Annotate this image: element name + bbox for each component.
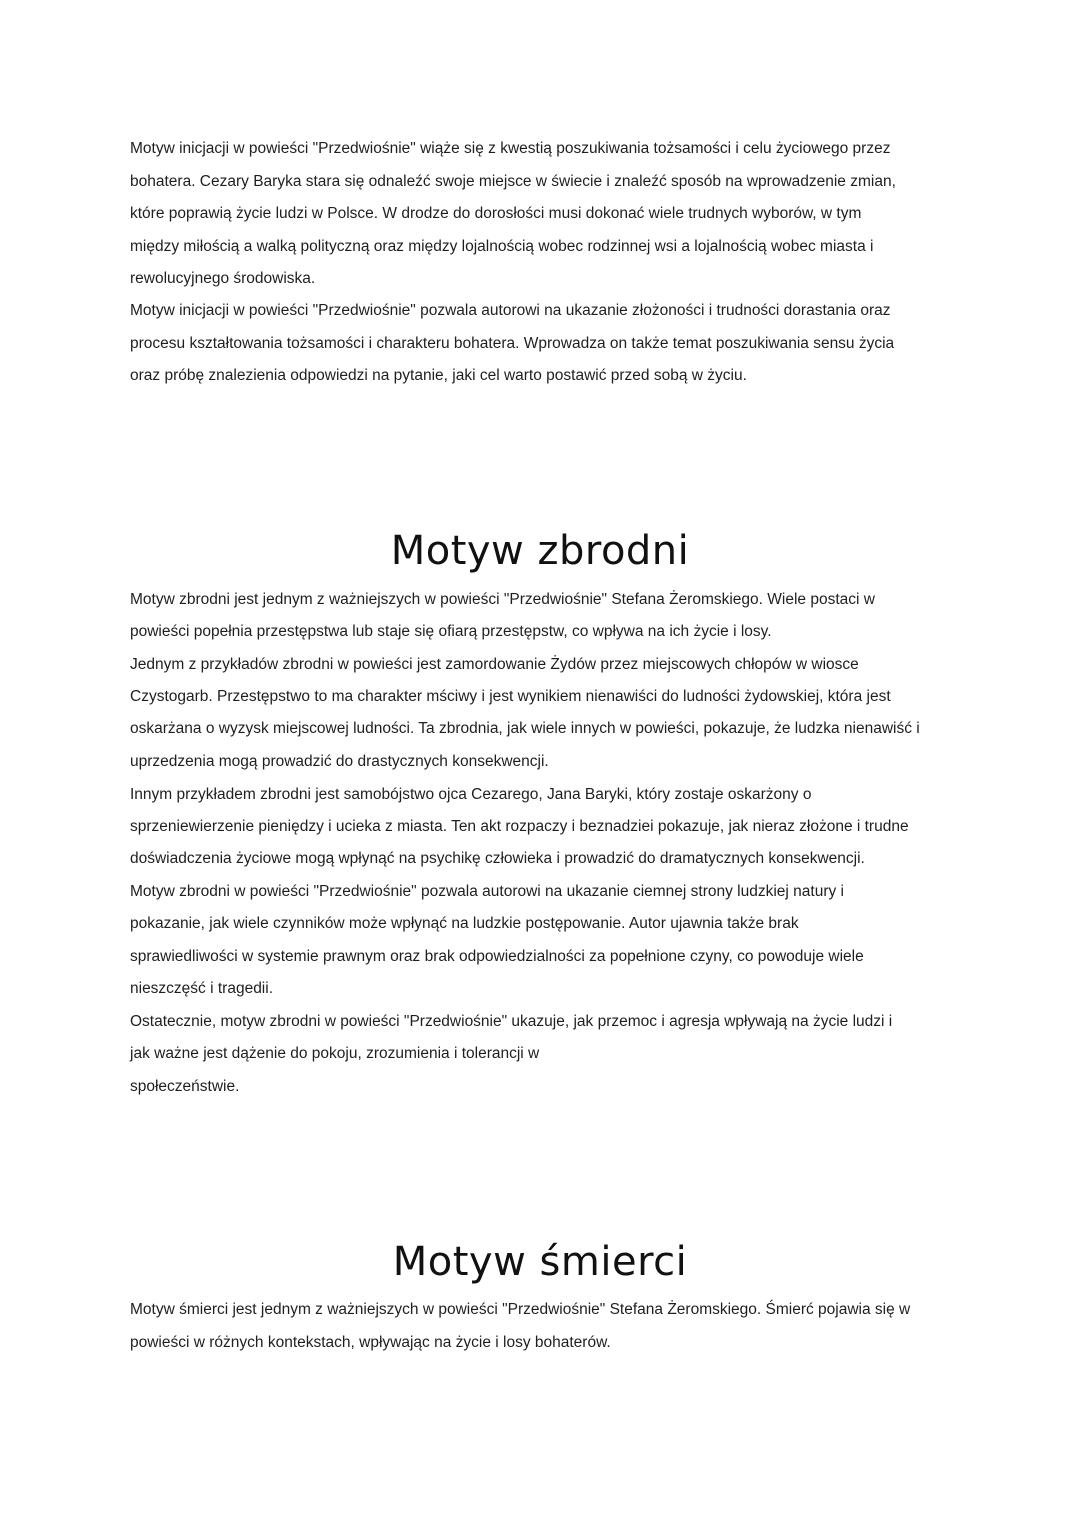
paragraph-line: Motyw zbrodni jest jednym z ważniejszych w powieści "Przedwiośnie" Stefana Żeromskiego. Wiele postaci w [130, 591, 875, 608]
paragraph-line: Motyw śmierci jest jednym z ważniejszych w powieści "Przedwiośnie" Stefana Żeromskiego. Śmierć pojawia się w [130, 1301, 911, 1318]
paragraph-line: sprawiedliwości w systemie prawnym oraz brak odpowiedzialności za popełnione czyny, co powoduje wiele [130, 948, 864, 965]
paragraph-line: Ostatecznie, motyw zbrodni w powieści "Przedwiośnie" ukazuje, jak przemoc i agresja wpływają na życie ludzi i [130, 1013, 893, 1030]
paragraph-line: społeczeństwie. [130, 1078, 240, 1095]
paragraph-line: Czystogarb. Przestępstwo to ma charakter mściwy i jest wynikiem nienawiści do ludności żydowskiej, która jest [130, 688, 891, 705]
paragraph-line: Motyw inicjacji w powieści "Przedwiośnie" pozwala autorowi na ukazanie złożoności i trudności dorastania oraz [130, 302, 891, 319]
paragraph-line: które poprawią życie ludzi w Polsce. W drodze do dorosłości musi dokonać wiele trudnych wyborów, w tym [130, 205, 862, 222]
section-heading: Motyw zbrodni [390, 528, 690, 574]
paragraph-line: rewolucyjnego środowiska. [130, 270, 316, 287]
paragraph-line: między miłością a walką polityczną oraz między lojalnością wobec rodzinnej wsi a lojalnością wobec miasta i [130, 238, 874, 255]
paragraph-line: Jednym z przykładów zbrodni w powieści jest zamordowanie Żydów przez miejscowych chłopów w wiosce [130, 656, 859, 673]
paragraph-line: powieści w różnych kontekstach, wpływając na życie i losy bohaterów. [130, 1334, 611, 1351]
paragraph-line: oskarżana o wyzysk miejscowej ludności. Ta zbrodnia, jak wiele innych w powieści, pokazuje, że ludzka nienawiść i [130, 720, 920, 737]
paragraph-line: nieszczęść i tragedii. [130, 980, 274, 997]
section-heading: Motyw śmierci [392, 1239, 688, 1285]
paragraph-line: procesu kształtowania tożsamości i charakteru bohatera. Wprowadza on także temat poszukiwania sensu życia [130, 335, 895, 352]
paragraph-line: Motyw inicjacji w powieści "Przedwiośnie" wiąże się z kwestią poszukiwania tożsamości i celu życiowego przez [130, 140, 891, 157]
paragraph-line: sprzeniewierzenie pieniędzy i ucieka z miasta. Ten akt rozpaczy i beznadziei pokazuje, jak nieraz złożone i trudne [130, 818, 909, 835]
paragraph-line: oraz próbę znalezienia odpowiedzi na pytanie, jaki cel warto postawić przed sobą w życiu. [130, 367, 747, 384]
paragraph-line: bohatera. Cezary Baryka stara się odnaleźć swoje miejsce w świecie i znaleźć sposób na wprowadzenie zmian, [130, 173, 896, 190]
paragraph-line: doświadczenia życiowe mogą wpłynąć na psychikę człowieka i prowadzić do dramatycznych konsekwencji. [130, 850, 865, 867]
paragraph-line: uprzedzenia mogą prowadzić do drastycznych konsekwencji. [130, 753, 549, 770]
paragraph-line: Motyw zbrodni w powieści "Przedwiośnie" pozwala autorowi na ukazanie ciemnej strony ludzkiej natury i [130, 883, 844, 900]
paragraph-line: jak ważne jest dążenie do pokoju, zrozumienia i tolerancji w [130, 1045, 540, 1062]
paragraph-line: Innym przykładem zbrodni jest samobójstwo ojca Cezarego, Jana Baryki, który zostaje oskarżony o [130, 786, 812, 803]
paragraph-line: powieści popełnia przestępstwa lub staje się ofiarą przestępstw, co wpływa na ich życie i losy. [130, 623, 772, 640]
paragraph-line: pokazanie, jak wiele czynników może wpłynąć na ludzkie postępowanie. Autor ujawnia także brak [130, 915, 799, 932]
